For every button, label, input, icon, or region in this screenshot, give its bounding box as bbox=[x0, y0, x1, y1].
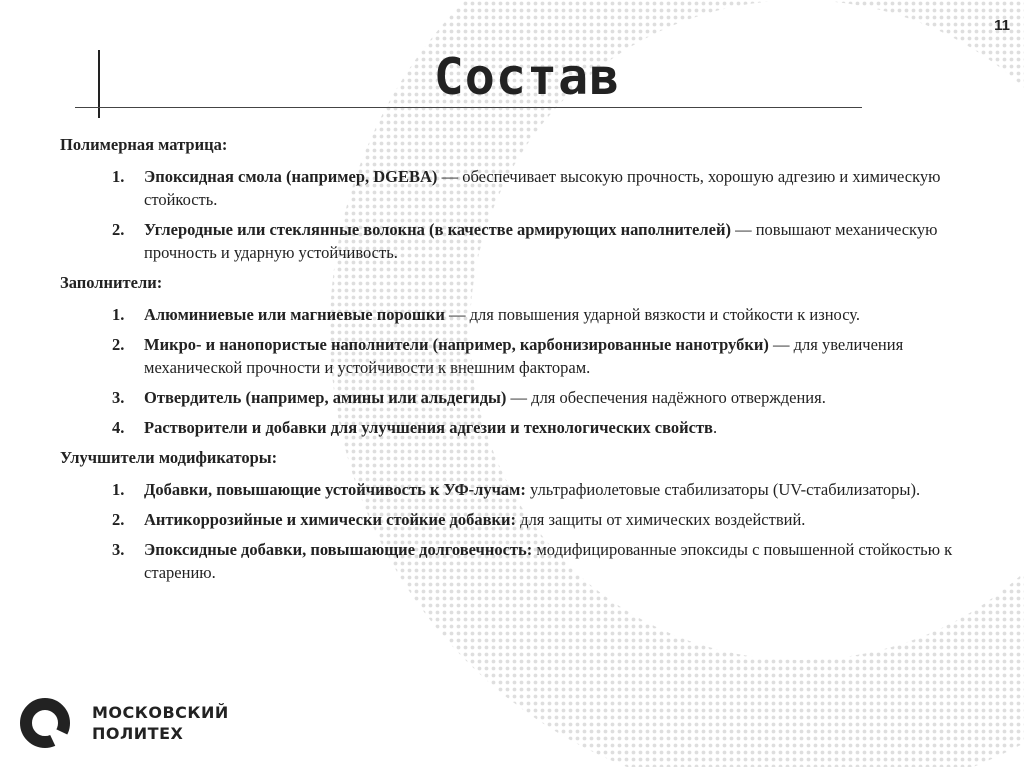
logo-line-1: МОСКОВСКИЙ bbox=[92, 703, 229, 722]
section-heading-polymer-matrix: Полимерная матрица: bbox=[60, 135, 228, 154]
list-item bbox=[60, 165, 960, 211]
item-number: 4. bbox=[112, 418, 125, 437]
item-text: — повышают механическую прочность и ударную устойчивость. bbox=[144, 220, 938, 262]
item-number: 3. bbox=[112, 388, 125, 407]
item-bold-text: Антикоррозийные и химически стойкие добавки: bbox=[144, 510, 517, 529]
list-item bbox=[60, 508, 960, 531]
logo-line-2: ПОЛИТЕХ bbox=[92, 724, 184, 743]
list-item bbox=[60, 538, 960, 584]
item-number: 1. bbox=[112, 167, 125, 186]
item-number: 2. bbox=[112, 335, 125, 354]
item-bold-text: Эпоксидные добавки, повышающие долговечность: bbox=[144, 540, 533, 559]
item-text: . bbox=[712, 418, 718, 437]
item-text: ультрафиолетовые стабилизаторы (UV-стабилизаторы). bbox=[525, 480, 921, 499]
section-heading-modifiers: Улучшители модификаторы: bbox=[60, 448, 278, 467]
list-item bbox=[60, 333, 960, 379]
item-number: 1. bbox=[112, 305, 125, 324]
list-item bbox=[60, 303, 960, 326]
item-text: — обеспечивает высокую прочность, хорошую адгезию и химическую стойкость. bbox=[144, 167, 941, 209]
moscow-polytech-logo bbox=[18, 690, 238, 750]
slide-title: Состав bbox=[433, 48, 621, 106]
item-bold-text: Углеродные или стеклянные волокна (в качестве армирующих наполнителей) bbox=[144, 220, 731, 239]
polytech-ring-logo-icon bbox=[18, 696, 72, 750]
list-item bbox=[60, 386, 960, 409]
item-text: модифицированные эпоксиды с повышенной стойкостью к старению. bbox=[144, 540, 953, 582]
item-bold-text: Добавки, повышающие устойчивость к УФ-лучам: bbox=[144, 480, 526, 499]
modifiers-list bbox=[60, 478, 960, 584]
list-item bbox=[60, 478, 960, 501]
item-bold-text: Эпоксидная смола (например, DGEBA) bbox=[144, 167, 438, 186]
item-number: 2. bbox=[112, 510, 125, 529]
item-number: 2. bbox=[112, 220, 125, 239]
item-bold-text: Алюминиевые или магниевые порошки bbox=[144, 305, 445, 324]
item-text: — для увеличения механической прочности и устойчивости к внешним факторам. bbox=[144, 335, 904, 377]
item-bold-text: Отвердитель (например, амины или альдегиды) bbox=[144, 388, 507, 407]
list-item bbox=[60, 218, 960, 264]
item-text: — для обеспечения надёжного отверждения. bbox=[506, 388, 826, 407]
item-bold-text: Микро- и нанопористые наполнители (например, карбонизированные нанотрубки) bbox=[144, 335, 769, 354]
list-item bbox=[60, 416, 960, 439]
item-text: — для повышения ударной вязкости и стойкости к износу. bbox=[444, 305, 861, 324]
slide-number: 11 bbox=[994, 17, 1010, 34]
polymer-matrix-list bbox=[60, 165, 960, 264]
logo-text bbox=[92, 702, 229, 744]
item-bold-text: Растворители и добавки для улучшения адгезии и технологических свойств bbox=[144, 418, 713, 437]
fillers-list bbox=[60, 303, 960, 439]
title-underline bbox=[75, 107, 862, 108]
item-number: 3. bbox=[112, 540, 125, 559]
item-text: для защиты от химических воздействий. bbox=[516, 510, 806, 529]
slide-content bbox=[60, 133, 960, 591]
item-number: 1. bbox=[112, 480, 125, 499]
section-heading-fillers: Заполнители: bbox=[60, 273, 163, 292]
